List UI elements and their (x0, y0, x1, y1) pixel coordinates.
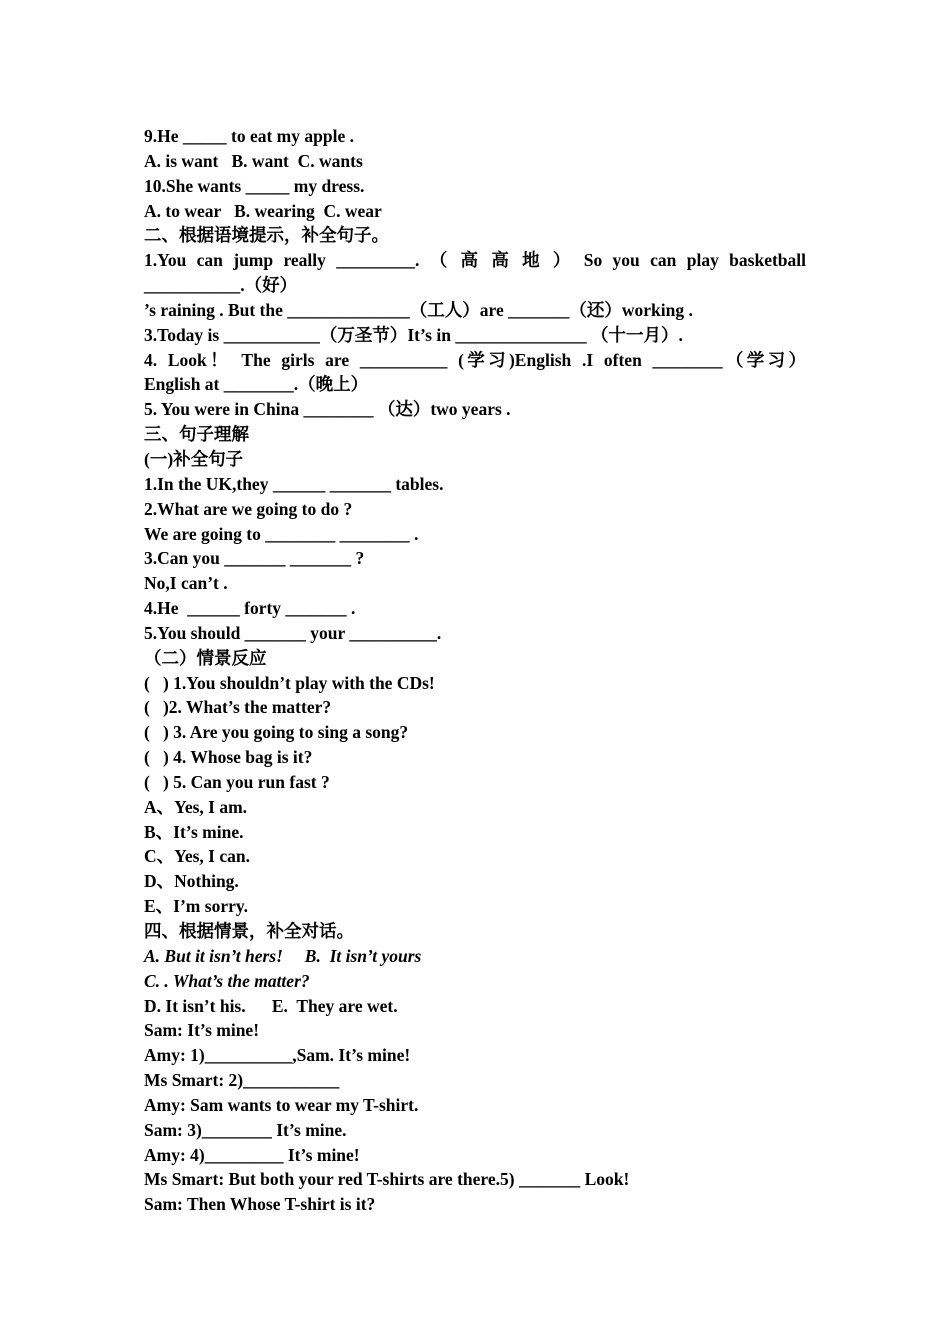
text-line: D、Nothing. (144, 871, 239, 892)
text-line: 3.Can you _______ _______ ? (144, 548, 365, 569)
text-line: No,I can’t . (144, 573, 228, 594)
text-line: 1.You can jump really _________. （ 高 高 地 ） So you can play basketball (144, 250, 806, 271)
text-line: B、It’s mine. (144, 821, 244, 842)
text-line: Amy: 1)__________,Sam. It’s mine! (144, 1045, 411, 1066)
text-line: 1.In the UK,they ______ _______ tables. (144, 473, 444, 494)
text-line: ( ) 4. Whose bag is it? (144, 747, 313, 768)
text-line: ___________.（好） (144, 275, 298, 296)
text-line: 4.He ______ forty _______ . (144, 598, 356, 619)
text-line: 二、根据语境提示，补全句子。 (144, 225, 389, 246)
text-line: Sam: 3)________ It’s mine. (144, 1119, 347, 1140)
text-line: English at ________.（晚上） (144, 374, 369, 395)
text-line: Ms Smart: 2)___________ (144, 1070, 340, 1091)
text-line: 5.You should _______ your __________. (144, 622, 442, 643)
text-line: Amy: Sam wants to wear my T-shirt. (144, 1094, 419, 1115)
text-line: Ms Smart: But both your red T-shirts are there.5) _______ Look! (144, 1169, 630, 1190)
text-line: We are going to ________ ________ . (144, 523, 419, 544)
text-line: D. It isn’t his. E. They are wet. (144, 995, 398, 1016)
text-line: A、Yes, I am. (144, 796, 248, 817)
text-line: Amy: 4)_________ It’s mine! (144, 1144, 360, 1165)
text-line: （二）情景反应 (144, 647, 267, 668)
text-line: ( ) 5. Can you run fast ? (144, 771, 330, 792)
text-line: A. is want B. want C. wants (144, 150, 363, 171)
text-line: 4. Look！ The girls are __________ (学习)English .I often ________（学习） (144, 349, 806, 370)
text-line: C、Yes, I can. (144, 846, 250, 867)
worksheet-body (144, 124, 806, 1217)
text-line: ( ) 3. Are you going to sing a song? (144, 722, 409, 743)
text-line: A. to wear B. wearing C. wear (144, 200, 382, 221)
text-line: A. But it isn’t hers! B. It isn’t yours (144, 945, 422, 966)
text-line: ( )2. What’s the matter? (144, 697, 332, 718)
text-line: Sam: It’s mine! (144, 1020, 260, 1041)
text-line: 四、根据情景，补全对话。 (144, 921, 354, 941)
text-line: 5. You were in China ________ （达）two years . (144, 399, 511, 420)
text-line: E、I’m sorry. (144, 896, 249, 917)
text-line: 2.What are we going to do ? (144, 498, 353, 519)
text-line: 3.Today is ___________（万圣节）It’s in _______________ （十一月）. (144, 324, 683, 345)
text-line: 9.He _____ to eat my apple . (144, 126, 354, 146)
text-line: Sam: Then Whose T-shirt is it? (144, 1194, 376, 1215)
text-line: (一)补全句子 (144, 448, 244, 469)
text-line: 三、句子理解 (144, 424, 249, 445)
text-line: 10.She wants _____ my dress. (144, 175, 365, 196)
text-line: ’s raining . But the ______________（工人）are _______（还）working . (144, 299, 693, 320)
text-line: C. . What’s the matter? (144, 970, 310, 991)
text-line: ( ) 1.You shouldn’t play with the CDs! (144, 672, 435, 693)
